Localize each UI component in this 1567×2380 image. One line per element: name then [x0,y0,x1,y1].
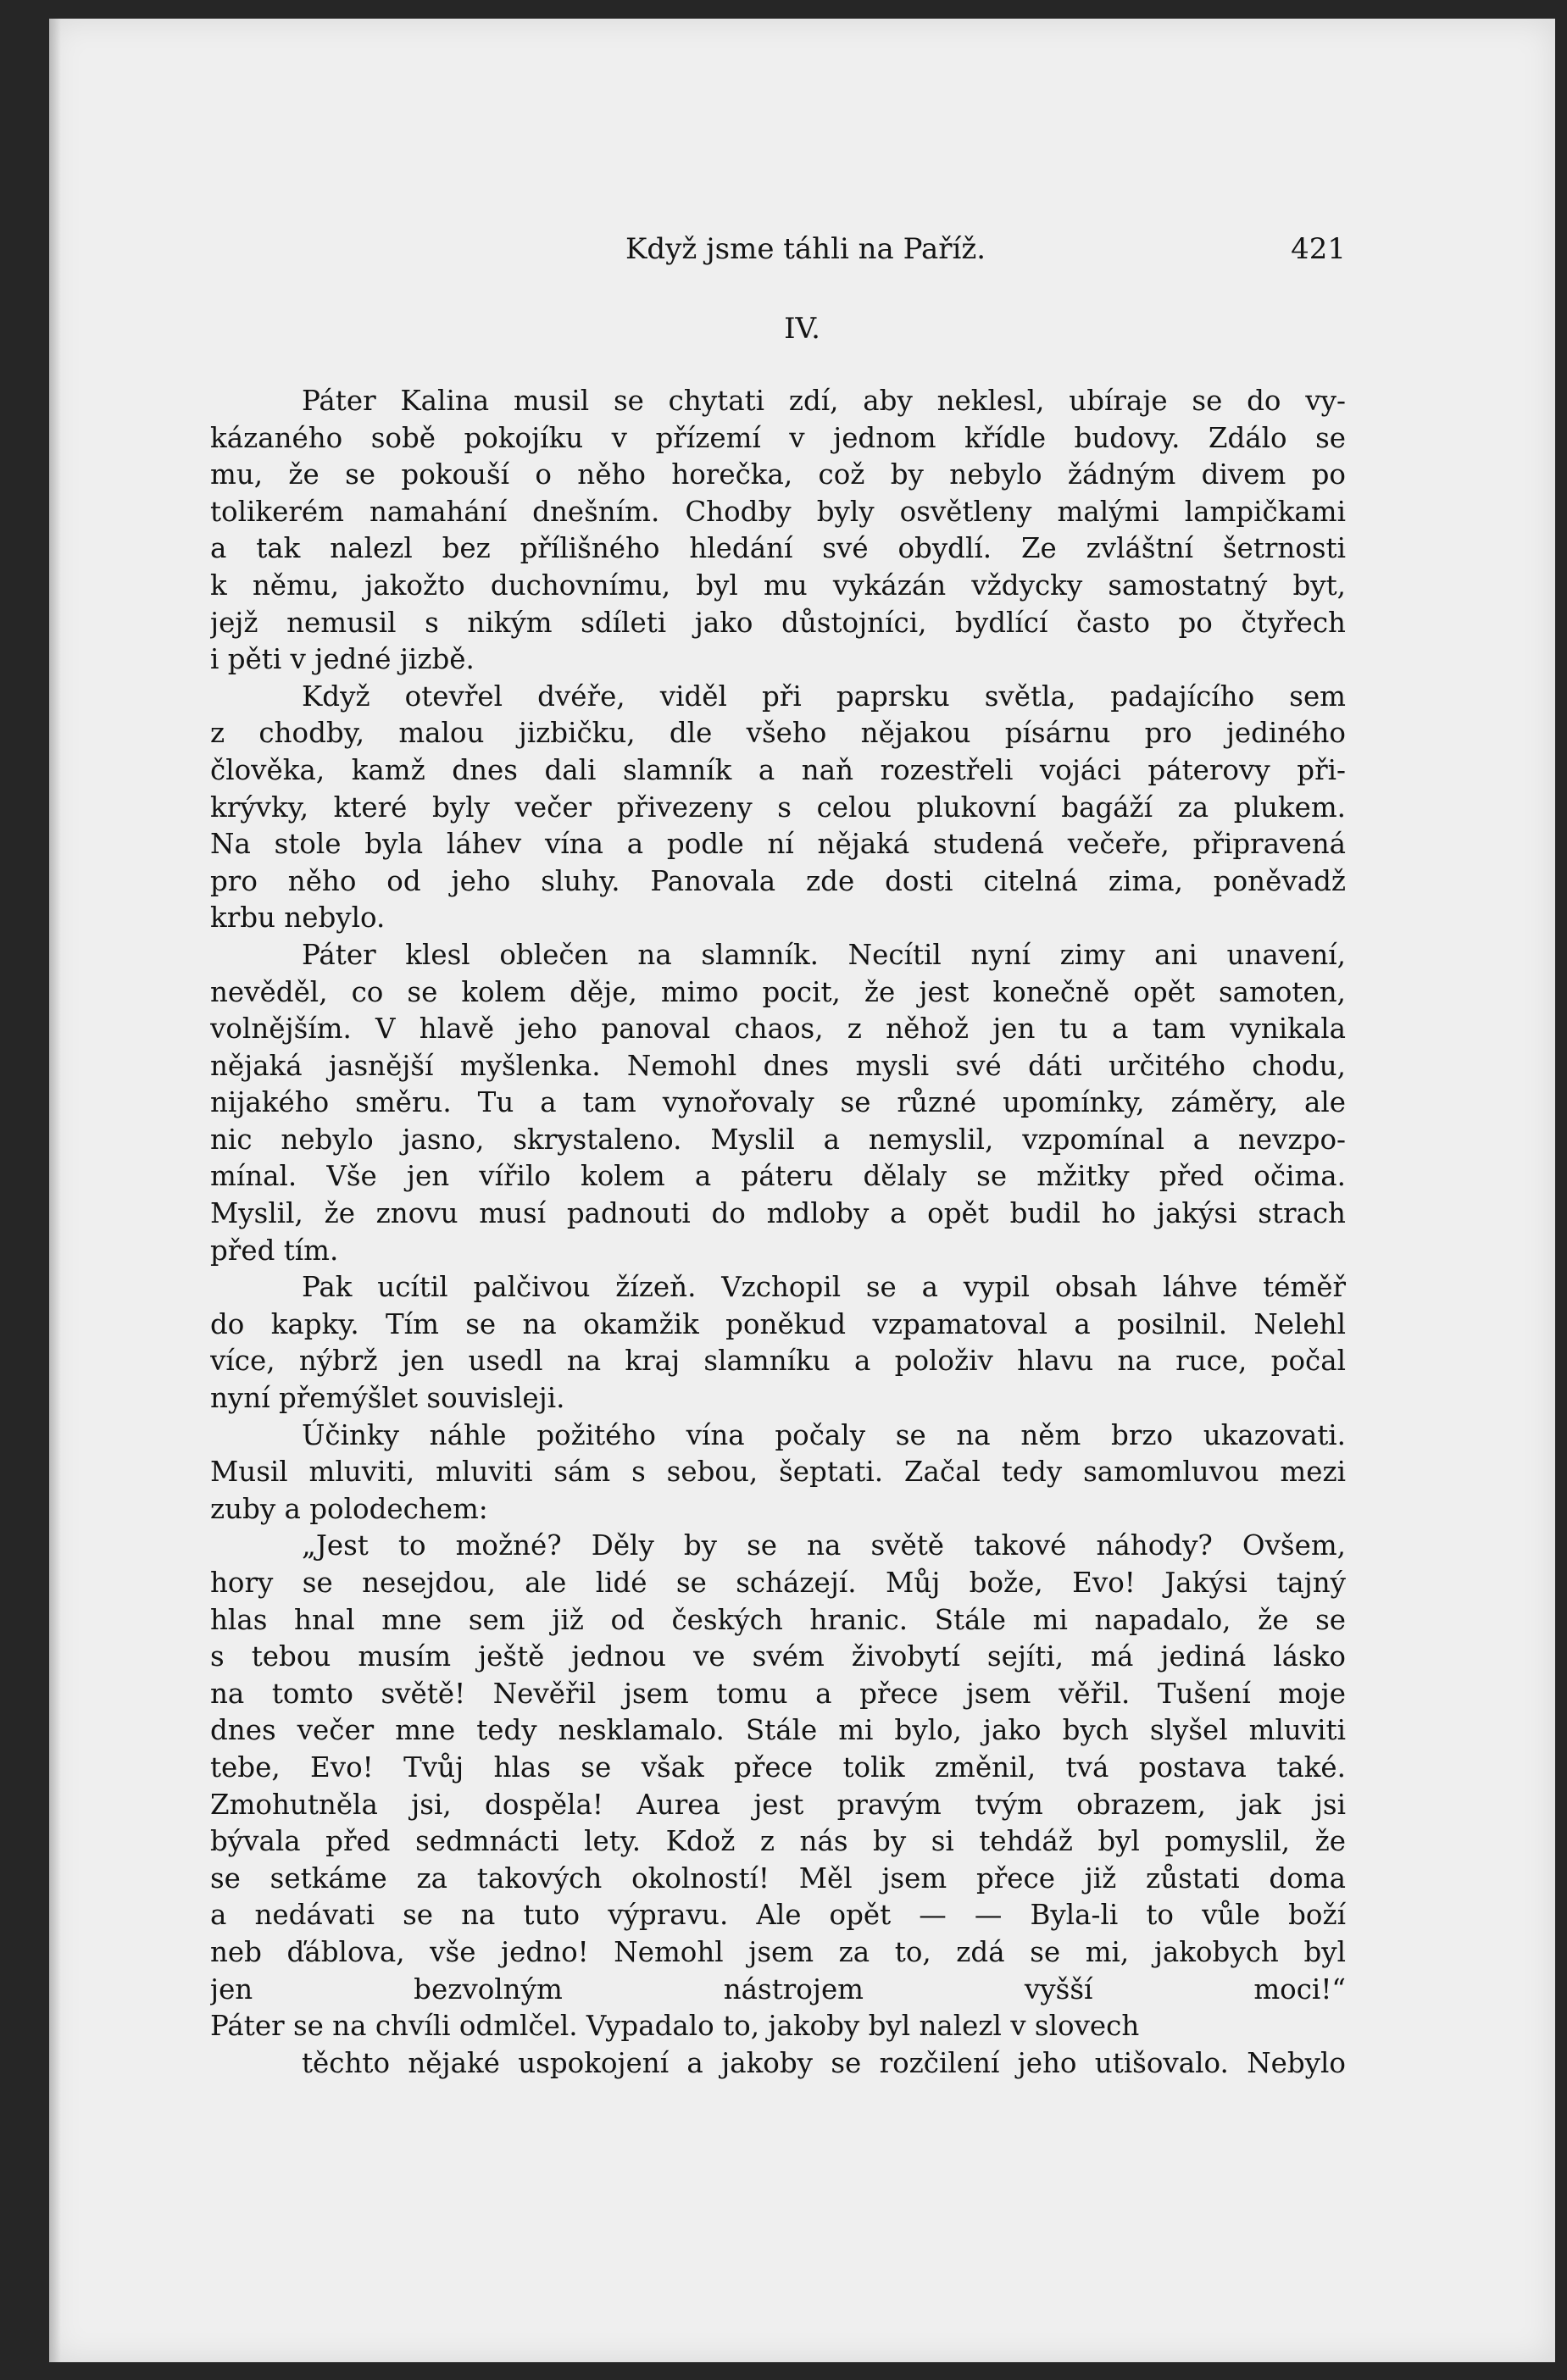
text-line: Účinky náhle požitého vína počaly se na něm brzo ukazovati. [302,1418,1346,1451]
text-line: se setkáme za takových okolností! Měl jsem přece již zůstati doma [210,1861,1346,1895]
text-line: před tím. [210,1234,339,1267]
text-line: neb ďáblova, vše jedno! Nemohl jsem za to, zdá se mi, jakobych byl [210,1935,1346,1968]
text-line: hlas hnal mne sem již od českých hranic. Stále mi napadalo, že se [210,1603,1346,1636]
text-line: Když otevřel dvéře, viděl při paprsku světla, padajícího sem [302,680,1346,713]
text-line [210,2082,1346,2119]
text-line: a nedávati se na tuto výpravu. Ale opět — — Byla-li to vůle boží [210,1899,1346,1932]
text-line: nějaká jasnější myšlenka. Nemohl dnes mysli své dáti určitého chodu, [210,1049,1346,1082]
text-line: jejž nemusil s nikým sdíleti jako důstojníci, bydlící často po čtyřech [210,606,1346,639]
text-line: jen bezvolným nástrojem vyšší moci!“ [210,1972,1346,2006]
text-line: pro něho od jeho sluhy. Panovala zde dosti citelná zima, poněvadž [210,864,1346,897]
text-line: více, nýbrž jen usedl na kraj slamníku a položiv hlavu na ruce, počal [210,1345,1346,1378]
text-line: Páter se na chvíli odmlčel. Vypadalo to, jakoby byl nalezl v slovech [210,2010,1140,2043]
text-line: Na stole byla láhev vína a podle ní nějaká studená večeře, připravená [210,828,1346,861]
text-line: bývala před sedmnácti lety. Kdož z nás by si tehdáž byl pomyslil, že [210,1825,1346,1858]
text-line: těchto nějaké uspokojení a jakoby se rozčilení jeho utišovalo. Nebylo [302,2046,1346,2079]
text-line: dnes večer mne tedy nesklamalo. Stále mi bylo, jako bych slyšel mluviti [210,1714,1346,1747]
text-line: tolikerém namahání dnešním. Chodby byly osvětleny malými lampičkami [210,495,1346,528]
text-line: hory se nesejdou, ale lidé se scházejí. Můj bože, Evo! Jakýsi tajný [210,1567,1346,1599]
text-line: mínal. Vše jen vířilo kolem a páteru dělaly se mžitky před očima. [210,1160,1346,1193]
text-line: člověka, kamž dnes dali slamník a naň rozestřeli vojáci páterovy při- [210,753,1346,786]
text-line: Páter klesl oblečen na slamník. Necítil nyní zimy ani unavení, [302,938,1346,971]
text-line: a tak nalezl bez přílišného hledání své obydlí. Ze zvláštní šetrnosti [210,532,1346,565]
text-line: k němu, jakožto duchovnímu, byl mu vykázán vždycky samostatný byt, [210,569,1346,602]
page-header [210,222,1346,273]
text-line: Zmohutněla jsi, dospěla! Aurea jest pravým tvým obrazem, jak jsi [210,1788,1346,1821]
text-line: nevěděl, co se kolem děje, mimo pocit, že jest konečně opět samoten, [210,975,1346,1008]
text-line: tebe, Evo! Tvůj hlas se však přece tolik změnil, tvá postava také. [210,1750,1346,1784]
text-line: Myslil, že znovu musí padnouti do mdloby a opět budil ho jakýsi strach [210,1197,1346,1230]
text-line: „Jest to možné? Děly by se na světě takové náhody? Ovšem, [302,1529,1346,1562]
text-line: s tebou musím ještě jednou ve svém živobytí sejíti, má jediná lásko [210,1640,1346,1673]
text-line: krbu nebylo. [210,902,386,935]
text-line: krývky, které byly večer přivezeny s celou plukovní bagáží za plukem. [210,791,1346,824]
binding-shadow [49,19,61,2362]
text-line: volnějším. V hlavě jeho panoval chaos, z něhož jen tu a tam vynikala [210,1012,1346,1046]
chapter-heading: IV. [784,312,820,346]
body-text [210,383,1346,2119]
text-line: kázaného sobě pokojíku v přízemí v jednom křídle budovy. Zdálo se [210,421,1346,454]
text-line: nic nebylo jasno, skrystaleno. Myslil a nemyslil, vzpomínal a nevzpo- [210,1123,1346,1156]
running-title: Když jsme táhli na Paříž. [625,232,986,266]
text-line: z chodby, malou jizbičku, dle všeho nějakou písárnu pro jediného [210,717,1346,750]
text-line: Musil mluviti, mluviti sám s sebou, šeptati. Začal tedy samomluvou mezi [210,1456,1346,1489]
text-line: nijakého směru. Tu a tam vynořovaly se různé upomínky, záměry, ale [210,1086,1346,1119]
text-line: do kapky. Tím se na okamžik poněkud vzpamatoval a posilnil. Nelehl [210,1307,1346,1340]
page-number: 421 [1291,232,1346,266]
text-line: nyní přemýšlet souvisleji. [210,1382,565,1415]
text-line: mu, že se pokouší o něho horečka, což by nebylo žádným divem po [210,458,1346,491]
text-line: zuby a polodechem: [210,1492,488,1525]
text-line: Páter Kalina musil se chytati zdí, aby neklesl, ubíraje se do vy- [302,385,1346,417]
book-page [49,19,1555,2362]
text-line: i pěti v jedné jizbě. [210,643,475,676]
text-line: Pak ucítil palčivou žízeň. Vzchopil se a vypil obsah láhve téměř [302,1271,1346,1304]
text-line: na tomto světě! Nevěřil jsem tomu a přece jsem věřil. Tušení moje [210,1677,1346,1710]
